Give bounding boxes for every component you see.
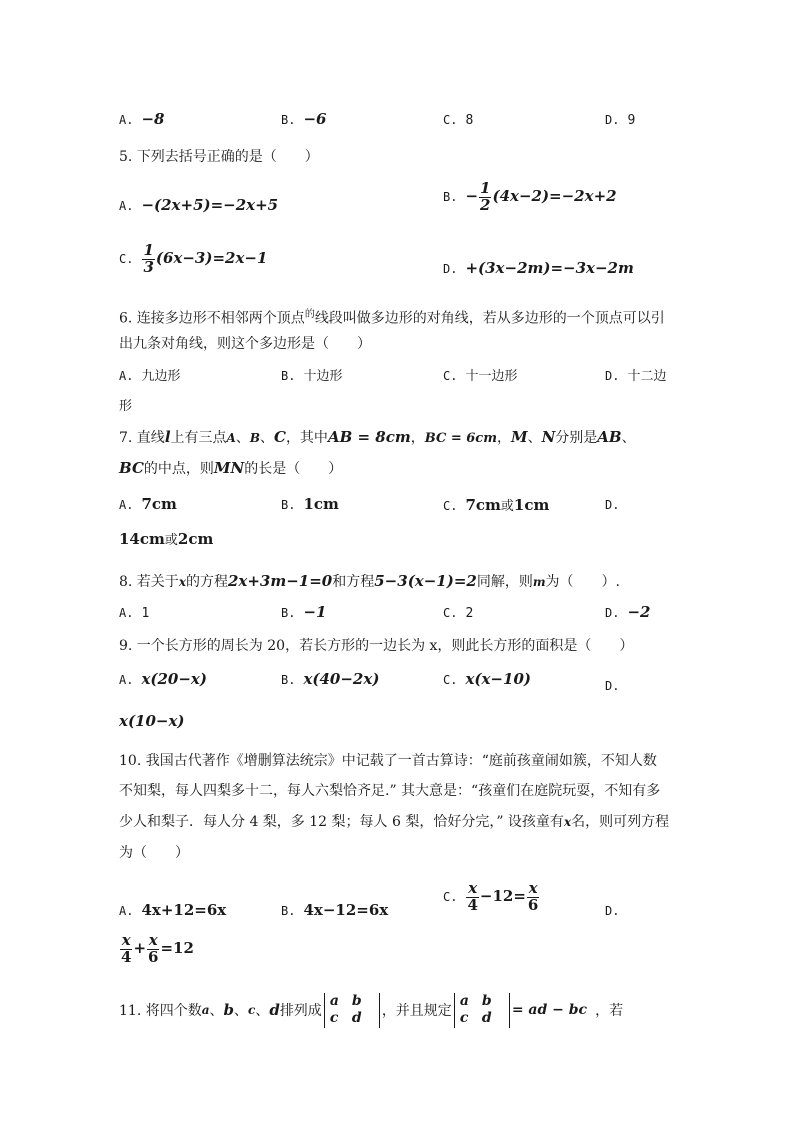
option-expr: −(2x+5)=−2x+5 bbox=[141, 196, 279, 214]
q6-stem-line2: 出九条对角线，则这个多边形是（ ） bbox=[119, 336, 371, 352]
option-expr: 4x+12=6x bbox=[141, 901, 227, 919]
option-label: C. bbox=[443, 113, 458, 127]
option-value: −1 bbox=[303, 603, 327, 621]
q7-stem-line2: BC的中点，则MN的长是（ ） bbox=[119, 459, 343, 477]
option-label: C. bbox=[119, 251, 134, 266]
option-label: D. bbox=[605, 369, 620, 383]
option-value: 1cm bbox=[303, 495, 339, 513]
q9-stem: 9. 一个长方形的周长为 20，若长方形的一边长为 x，则此长方形的面积是（ ） bbox=[119, 638, 634, 654]
option-value: 7cm bbox=[141, 495, 177, 513]
q6-option-d-wrap: 形 bbox=[119, 399, 133, 414]
q8-option-b[interactable] bbox=[281, 603, 326, 621]
q9-option-d[interactable] bbox=[605, 679, 627, 694]
option-text: 十二边 bbox=[627, 369, 667, 384]
option-label: C. bbox=[443, 889, 458, 904]
option-expr: (6x−3)=2x−1 bbox=[155, 248, 268, 267]
option-value: −8 bbox=[141, 110, 165, 128]
option-text: 十边形 bbox=[303, 369, 343, 384]
q10-option-d[interactable] bbox=[605, 904, 627, 919]
fraction: $\frac{x}{6}$ bbox=[148, 931, 159, 966]
option-label: A. bbox=[119, 673, 134, 687]
q4-option-b[interactable] bbox=[281, 110, 326, 128]
option-label: C. bbox=[443, 673, 458, 687]
option-label: A. bbox=[119, 199, 134, 213]
minus-sign: − bbox=[465, 186, 479, 205]
option-label: A. bbox=[119, 606, 134, 620]
q10-stem-line1: 10. 我国古代著作《增删算法统宗》中记载了一首古算诗：“庭前孩童闹如簇，不知人数 bbox=[119, 753, 657, 769]
q8-option-a[interactable] bbox=[119, 606, 149, 621]
option-label: B. bbox=[281, 673, 296, 687]
option-label: A. bbox=[119, 498, 134, 512]
option-value: −2 bbox=[627, 603, 651, 621]
q6-option-a[interactable] bbox=[119, 365, 180, 384]
option-label: C. bbox=[443, 369, 458, 383]
stem-text: 6. 连接多边形不相邻两个顶点 bbox=[119, 310, 305, 327]
option-label: B. bbox=[443, 189, 458, 204]
option-label: B. bbox=[281, 606, 296, 620]
q7-option-a[interactable] bbox=[119, 495, 177, 513]
option-label: D. bbox=[605, 113, 620, 127]
q5-option-a[interactable] bbox=[119, 196, 278, 214]
option-expr: +(3x−2m)=−3x−2m bbox=[465, 259, 634, 277]
q10-stem-line3: 少人和梨子．每人分 4 梨，多 12 梨；每人 6 梨，恰好分完，” 设孩童有x名，则可列方程 bbox=[119, 814, 670, 830]
q4-option-c[interactable] bbox=[443, 113, 473, 128]
option-text: 九边形 bbox=[141, 369, 181, 384]
q7-option-b[interactable] bbox=[281, 495, 339, 513]
option-expr: x(40−2x) bbox=[303, 670, 380, 688]
stem-text: 线段叫做多边形的对角线，若从多边形的一个顶点可以引 bbox=[314, 310, 665, 327]
q4-option-d[interactable] bbox=[605, 113, 635, 128]
option-text: 十一边形 bbox=[465, 369, 518, 384]
q7-stem-line1: 7. 直线l上有三点A、B、C，其中AB = 8cm，BC = 6cm，M、N分别是AB、 bbox=[119, 428, 636, 446]
q11-stem: 11. 将四个数 a 、 b 、 c 、 d 排列成 a b c d ，并且规定 a b c d = ad − bc ，若 bbox=[119, 992, 624, 1026]
determinant-rule: a b c d bbox=[454, 993, 510, 1028]
option-expr: 4x−12=6x bbox=[303, 901, 389, 919]
determinant: a b c d bbox=[324, 993, 380, 1028]
q4-option-a[interactable] bbox=[119, 110, 164, 128]
q7-option-d[interactable] bbox=[605, 498, 627, 513]
fraction: $\frac{x}{6}$ bbox=[527, 879, 539, 914]
q10-option-b[interactable] bbox=[281, 901, 388, 919]
option-value: −6 bbox=[303, 110, 327, 128]
option-label: B. bbox=[281, 113, 296, 127]
fraction: $\frac{x}{4}$ bbox=[121, 931, 132, 966]
option-label: A. bbox=[119, 113, 134, 127]
q6-option-b[interactable] bbox=[281, 365, 342, 384]
q8-stem: 8. 若关于x的方程2x+3m−1=0和方程5−3(x−1)=2同解，则m为（ ）. bbox=[119, 572, 620, 590]
option-expr: x(20−x) bbox=[141, 670, 207, 688]
q9-option-c[interactable] bbox=[443, 670, 531, 688]
option-label: A. bbox=[119, 904, 134, 918]
q9-option-b[interactable] bbox=[281, 670, 379, 688]
q7-option-c[interactable]: C. 7cm或1cm bbox=[443, 496, 550, 514]
q5-option-c[interactable] bbox=[119, 243, 267, 276]
option-value: 9 bbox=[627, 113, 636, 128]
option-label: B. bbox=[281, 498, 296, 512]
q5-option-d[interactable] bbox=[443, 259, 634, 277]
option-label: B. bbox=[281, 369, 296, 383]
q6-option-c[interactable] bbox=[443, 365, 517, 384]
option-label: D. bbox=[605, 679, 620, 693]
q7-option-d-value: 14cm或2cm bbox=[119, 530, 214, 548]
q9-option-d-expr: x(10−x) bbox=[119, 712, 185, 730]
option-label: D. bbox=[605, 498, 620, 512]
option-value: 8 bbox=[465, 113, 474, 128]
q10-option-d-expr: $\frac{x}{4}$ + $\frac{x}{6}$ =12 bbox=[121, 931, 194, 966]
option-expr: x(x−10) bbox=[465, 670, 531, 688]
q5-stem: 5. 下列去括号正确的是（ ） bbox=[119, 149, 319, 165]
option-label: A. bbox=[119, 369, 134, 383]
q8-option-c[interactable] bbox=[443, 606, 473, 621]
fraction: $\frac{x}{4}$ bbox=[467, 879, 478, 914]
option-label: C. bbox=[443, 606, 458, 620]
option-value: 2 bbox=[465, 606, 474, 621]
option-label: B. bbox=[281, 904, 296, 918]
q9-option-a[interactable] bbox=[119, 670, 207, 688]
fraction: $\frac{1}{2}$ bbox=[480, 179, 491, 214]
fraction: $\frac{1}{3}$ bbox=[143, 241, 154, 276]
option-label: D. bbox=[443, 262, 458, 276]
option-value: 1 bbox=[141, 606, 150, 621]
option-label: D. bbox=[605, 606, 620, 620]
q10-stem-line2: 不知梨，每人四梨多十二，每人六梨恰齐足.” 其大意是：“孩童们在庭院玩耍，不知有多 bbox=[119, 783, 661, 799]
q6-option-d[interactable] bbox=[605, 365, 666, 384]
q6-stem-line1 bbox=[119, 305, 665, 328]
option-label: C. bbox=[443, 499, 458, 513]
q5-option-b[interactable] bbox=[443, 181, 617, 214]
stem-sup: 的 bbox=[304, 309, 315, 320]
option-label: D. bbox=[605, 904, 620, 918]
q10-stem-line4: 为（ ） bbox=[119, 845, 189, 861]
q10-option-a[interactable] bbox=[119, 901, 226, 919]
q8-option-d[interactable] bbox=[605, 603, 650, 621]
q10-option-c[interactable]: C. $\frac{x}{4}$ −12= $\frac{x}{6}$ bbox=[443, 879, 539, 914]
option-expr: (4x−2)=−2x+2 bbox=[492, 186, 617, 205]
